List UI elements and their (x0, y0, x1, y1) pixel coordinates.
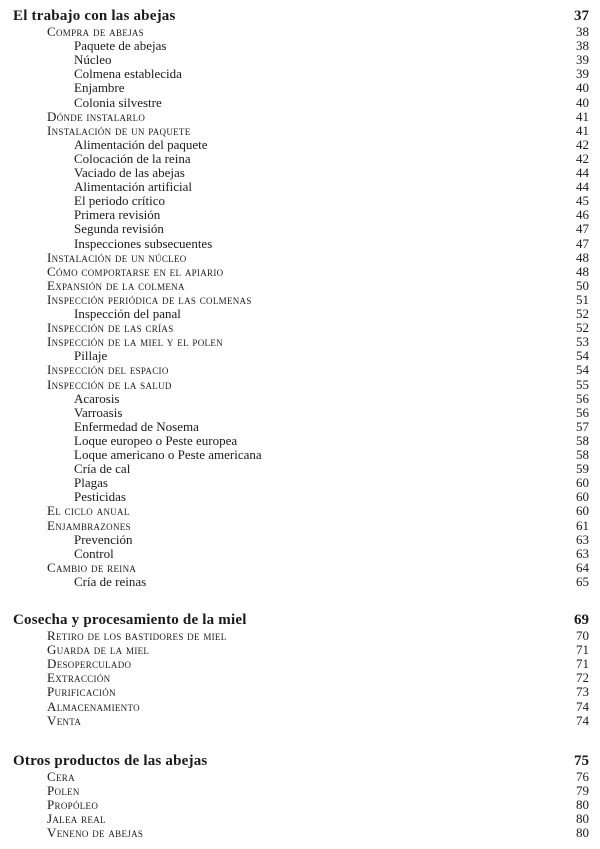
entry-title: Cera (47, 769, 75, 784)
chapter-heading (0, 7, 600, 25)
entry-page-number: 54 (576, 348, 589, 364)
entry-title: Inspecciones subsecuentes (74, 235, 213, 251)
toc-section-entry (0, 783, 600, 798)
entry-title: Veneno de abejas (47, 825, 144, 841)
chapter-heading (0, 611, 600, 629)
entry-title: Venta (47, 712, 82, 728)
entry-page-number: 73 (576, 684, 589, 700)
entry-title: Inspección de la salud (47, 376, 172, 392)
entry-page-number: 44 (576, 179, 589, 195)
entry-title: Loque americano o Peste americana (74, 447, 262, 462)
entry-title: Propóleo (47, 797, 99, 813)
entry-page-number: 38 (576, 38, 589, 54)
chapter-page-number: 37 (574, 8, 589, 24)
entry-title: Desoperculado (47, 656, 132, 672)
toc-subsection-entry (0, 306, 600, 321)
chapter-page-number: 69 (574, 612, 589, 628)
entry-title: Inspección del espacio (47, 362, 169, 378)
entry-page-number: 60 (576, 475, 589, 491)
entry-page-number: 80 (576, 811, 589, 827)
entry-title: Colonia silvestre (74, 94, 162, 110)
entry-page-number: 40 (576, 94, 589, 110)
entry-page-number: 57 (576, 418, 589, 434)
toc-section-entry (0, 797, 600, 812)
toc-subsection-entry (0, 151, 600, 166)
toc-subsection-entry (0, 80, 600, 95)
entry-page-number: 72 (576, 670, 589, 686)
toc-section-entry (0, 713, 600, 728)
toc-section-entry (0, 699, 600, 714)
toc-subsection-entry (0, 193, 600, 208)
entry-page-number: 47 (576, 221, 589, 237)
toc-subsection-entry (0, 165, 600, 180)
toc-subsection-entry (0, 546, 600, 561)
entry-title: Inspección del panal (74, 306, 181, 321)
toc-subsection-entry (0, 489, 600, 504)
entry-page-number: 74 (576, 712, 589, 728)
entry-title: Plagas (74, 475, 108, 491)
entry-title: Retiro de los bastidores de miel (47, 628, 227, 643)
entry-page-number: 55 (576, 376, 589, 392)
entry-page-number: 42 (576, 136, 589, 152)
entry-title: Instalación de un núcleo (47, 249, 187, 265)
entry-page-number: 56 (576, 390, 589, 406)
entry-title: Vaciado de las abejas (74, 165, 185, 180)
toc-subsection-entry (0, 433, 600, 448)
entry-page-number: 46 (576, 207, 589, 223)
entry-page-number: 52 (576, 306, 589, 321)
entry-title: Enjambre (74, 80, 125, 96)
toc-subsection-entry (0, 179, 600, 194)
entry-page-number: 60 (576, 489, 589, 505)
toc-subsection-entry (0, 391, 600, 406)
toc-section-entry (0, 264, 600, 279)
entry-page-number: 52 (576, 320, 589, 336)
toc-subsection-entry (0, 574, 600, 589)
entry-page-number: 64 (576, 559, 589, 575)
toc-subsection-entry (0, 95, 600, 110)
chapter-title: Cosecha y procesamiento de la miel (13, 612, 247, 628)
entry-page-number: 54 (576, 362, 589, 378)
entry-page-number: 79 (576, 783, 589, 799)
toc-section-entry (0, 320, 600, 335)
entry-page-number: 65 (576, 573, 589, 589)
entry-page-number: 47 (576, 235, 589, 251)
entry-title: Colocación de la reina (74, 150, 191, 166)
toc-section-entry (0, 123, 600, 138)
toc-subsection-entry (0, 221, 600, 236)
entry-title: Dónde instalarlo (47, 108, 146, 124)
entry-page-number: 41 (576, 122, 589, 138)
toc-subsection-entry (0, 348, 600, 363)
entry-title: El periodo crítico (74, 193, 165, 209)
entry-title: Cambio de reina (47, 559, 137, 575)
toc-section-entry (0, 670, 600, 685)
chapter-page-number: 75 (574, 753, 589, 769)
entry-title: Núcleo (74, 52, 112, 68)
entry-title: Guarda de la miel (47, 642, 150, 658)
entry-title: Almacenamiento (47, 698, 140, 714)
entry-page-number: 41 (576, 108, 589, 124)
entry-title: Cómo comportarse en el apiario (47, 263, 224, 279)
entry-title: Primera revisión (74, 207, 161, 223)
toc-subsection-entry (0, 207, 600, 222)
entry-title: Alimentación artificial (74, 179, 193, 195)
chapter-title: El trabajo con las abejas (13, 8, 176, 24)
entry-title: Paquete de abejas (74, 38, 167, 54)
entry-page-number: 60 (576, 503, 589, 519)
entry-title: Inspección de las crías (47, 320, 174, 336)
toc-section-entry (0, 825, 600, 840)
entry-title: Cría de cal (74, 461, 131, 477)
entry-page-number: 39 (576, 52, 589, 68)
toc-subsection-entry (0, 532, 600, 547)
toc-section-entry (0, 362, 600, 377)
toc-section-entry (0, 334, 600, 349)
chapter-heading (0, 752, 600, 770)
entry-page-number: 38 (576, 24, 589, 39)
entry-page-number: 39 (576, 66, 589, 82)
entry-title: Extracción (47, 670, 111, 686)
toc-subsection-entry (0, 52, 600, 67)
entry-page-number: 80 (576, 797, 589, 813)
entry-title: Colmena establecida (74, 66, 182, 82)
entry-page-number: 61 (576, 517, 589, 533)
entry-page-number: 53 (576, 334, 589, 350)
entry-title: Varroasis (74, 404, 123, 420)
toc-subsection-entry (0, 38, 600, 53)
entry-title: Loque europeo o Peste europea (74, 432, 238, 448)
toc-section-entry (0, 503, 600, 518)
entry-title: Enfermedad de Nosema (74, 418, 199, 434)
toc-section-entry (0, 769, 600, 784)
toc-subsection-entry (0, 66, 600, 81)
toc-section-entry (0, 628, 600, 643)
toc-subsection-entry (0, 447, 600, 462)
entry-page-number: 71 (576, 642, 589, 658)
entry-title: Prevención (74, 531, 133, 547)
toc-section-entry (0, 656, 600, 671)
entry-title: Acarosis (74, 390, 120, 406)
toc-section-entry (0, 250, 600, 265)
toc-section-entry (0, 292, 600, 307)
entry-page-number: 58 (576, 447, 589, 462)
entry-page-number: 80 (576, 825, 589, 841)
entry-page-number: 44 (576, 165, 589, 180)
entry-page-number: 51 (576, 291, 589, 307)
entry-page-number: 71 (576, 656, 589, 672)
entry-title: Pesticidas (74, 489, 126, 505)
entry-title: El ciclo anual (47, 503, 130, 519)
entry-title: Expansión de la colmena (47, 277, 185, 293)
entry-page-number: 45 (576, 193, 589, 209)
entry-title: Alimentación del paquete (74, 136, 208, 152)
entry-title: Control (74, 545, 114, 561)
entry-page-number: 42 (576, 150, 589, 166)
entry-title: Purificación (47, 684, 116, 700)
entry-title: Cría de reinas (74, 573, 147, 589)
entry-page-number: 74 (576, 698, 589, 714)
entry-title: Segunda revisión (74, 221, 164, 237)
entry-title: Instalación de un paquete (47, 122, 191, 138)
entry-page-number: 76 (576, 769, 589, 784)
entry-page-number: 50 (576, 277, 589, 293)
toc-subsection-entry (0, 405, 600, 420)
toc-section-entry (0, 560, 600, 575)
entry-title: Polen (47, 783, 80, 799)
entry-page-number: 63 (576, 545, 589, 561)
entry-page-number: 70 (576, 628, 589, 643)
entry-page-number: 58 (576, 432, 589, 448)
toc-subsection-entry (0, 419, 600, 434)
toc-subsection-entry (0, 461, 600, 476)
toc-section-entry (0, 518, 600, 533)
toc-section-entry (0, 24, 600, 39)
toc-section-entry (0, 278, 600, 293)
entry-title: Inspección periódica de las colmenas (47, 291, 252, 307)
toc-section-entry (0, 684, 600, 699)
entry-page-number: 63 (576, 531, 589, 547)
entry-page-number: 48 (576, 249, 589, 265)
toc-subsection-entry (0, 137, 600, 152)
toc-section-entry (0, 811, 600, 826)
toc-section-entry (0, 109, 600, 124)
entry-page-number: 40 (576, 80, 589, 96)
entry-title: Jalea real (47, 811, 106, 827)
chapter-title: Otros productos de las abejas (13, 753, 208, 769)
toc-section-entry (0, 377, 600, 392)
toc-section-entry (0, 642, 600, 657)
entry-title: Compra de abejas (47, 24, 144, 39)
entry-page-number: 56 (576, 404, 589, 420)
entry-title: Enjambrazones (47, 517, 131, 533)
entry-page-number: 48 (576, 263, 589, 279)
entry-page-number: 59 (576, 461, 589, 477)
entry-title: Inspección de la miel y el polen (47, 334, 223, 350)
toc-subsection-entry (0, 475, 600, 490)
entry-title: Pillaje (74, 348, 108, 364)
toc-subsection-entry (0, 236, 600, 251)
